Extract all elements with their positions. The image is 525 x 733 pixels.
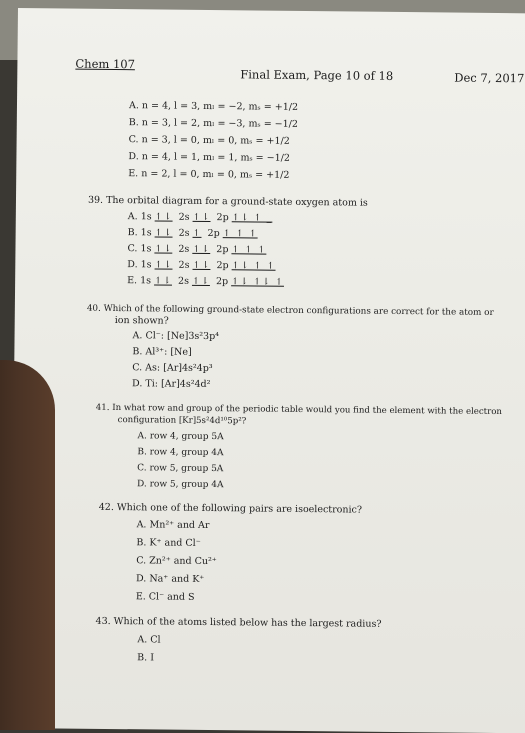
q38-option-c: C. n = 3, l = 0, mₗ = 0, mₛ = +1/2 (128, 134, 290, 147)
q41-option-a: A. row 4, group 5A (137, 431, 224, 443)
q38-option-a: A. n = 4, l = 3, mₗ = −2, mₛ = +1/2 (128, 100, 299, 113)
course-label: Chem 107 (75, 56, 136, 72)
q42-option-e: E. Cl⁻ and S (135, 591, 195, 603)
option-letter: E. (127, 275, 138, 287)
q40-stem: 40. Which of the following ground-state electron configurations are correct for the atom or (86, 303, 494, 318)
q43-option-a: A. Cl (137, 634, 161, 646)
q38-option-e: E. n = 2, l = 0, mₗ = 0, mₛ = +1/2 (128, 168, 290, 181)
q40-option-c: C. As: [Ar]4s²4p³ (132, 362, 213, 375)
q42-option-a: A. Mn²⁺ and Ar (136, 519, 210, 532)
q39-stem: 39. The orbital diagram for a ground-state oxygen atom is (87, 194, 368, 209)
q42-option-d: D. Na⁺ and K⁺ (135, 573, 205, 585)
q42-stem: 42. Which one of the following pairs are isoelectronic? (98, 501, 363, 516)
exam-page (10, 8, 525, 733)
q39-option-b: B. 1s ↿⇂ 2s ↿ 2p ↿ ↿ ↿ (127, 227, 258, 240)
q39-option-c: C. 1s ↿⇂ 2s ↿⇂ 2p ↿ ↿ ↿ (127, 243, 267, 256)
q41-option-b: B. row 4, group 4A (137, 447, 224, 459)
q42-option-c: C. Zn²⁺ and Cu²⁺ (136, 555, 217, 568)
q41-option-c: C. row 5, group 5A (137, 463, 224, 475)
page-title: Final Exam, Page 10 of 18 (240, 67, 394, 83)
option-letter: C. (127, 243, 138, 255)
q41-stem: 41. In what row and group of the periodic table would you find the element with the electron (95, 402, 503, 418)
q40-option-d: D. Ti: [Ar]4s²4d² (132, 378, 211, 391)
option-letter: B. (127, 227, 138, 239)
q41-option-d: D. row 5, group 4A (136, 479, 224, 491)
q42-option-b: B. K⁺ and Cl⁻ (136, 537, 201, 549)
exam-date: Dec 7, 2017 (454, 70, 525, 86)
q38-option-b: B. n = 3, l = 2, mₗ = −3, mₛ = −1/2 (128, 117, 299, 130)
q40-option-a: A. Cl⁻: [Ne]3s²3p⁴ (132, 330, 220, 343)
q40-option-b: B. Al³⁺: [Ne] (132, 346, 192, 358)
q39-option-e: E. 1s ↿⇂ 2s ↿⇂ 2p ↿⇂ ↿⇂ ↿ (127, 275, 285, 288)
option-letter: D. (127, 259, 138, 271)
q39-option-d: D. 1s ↿⇂ 2s ↿⇂ 2p ↿⇂ ↿ ↿ (127, 259, 276, 272)
q43-option-b: B. I (137, 652, 155, 664)
q43-stem: 43. Which of the atoms listed below has the largest radius? (95, 615, 382, 630)
thumb-holding-page (0, 360, 55, 730)
q38-option-d: D. n = 4, l = 1, mₗ = 1, mₛ = −1/2 (128, 151, 290, 164)
q40-stem-cont: ion shown? (114, 315, 169, 327)
q41-stem-cont: configuration [Kr]5s²4d¹⁰5p²? (117, 415, 247, 427)
q39-option-a: A. 1s ↿⇂ 2s ↿⇂ 2p ↿⇂ ↿ _ (127, 211, 273, 224)
option-letter: A. (127, 211, 138, 223)
